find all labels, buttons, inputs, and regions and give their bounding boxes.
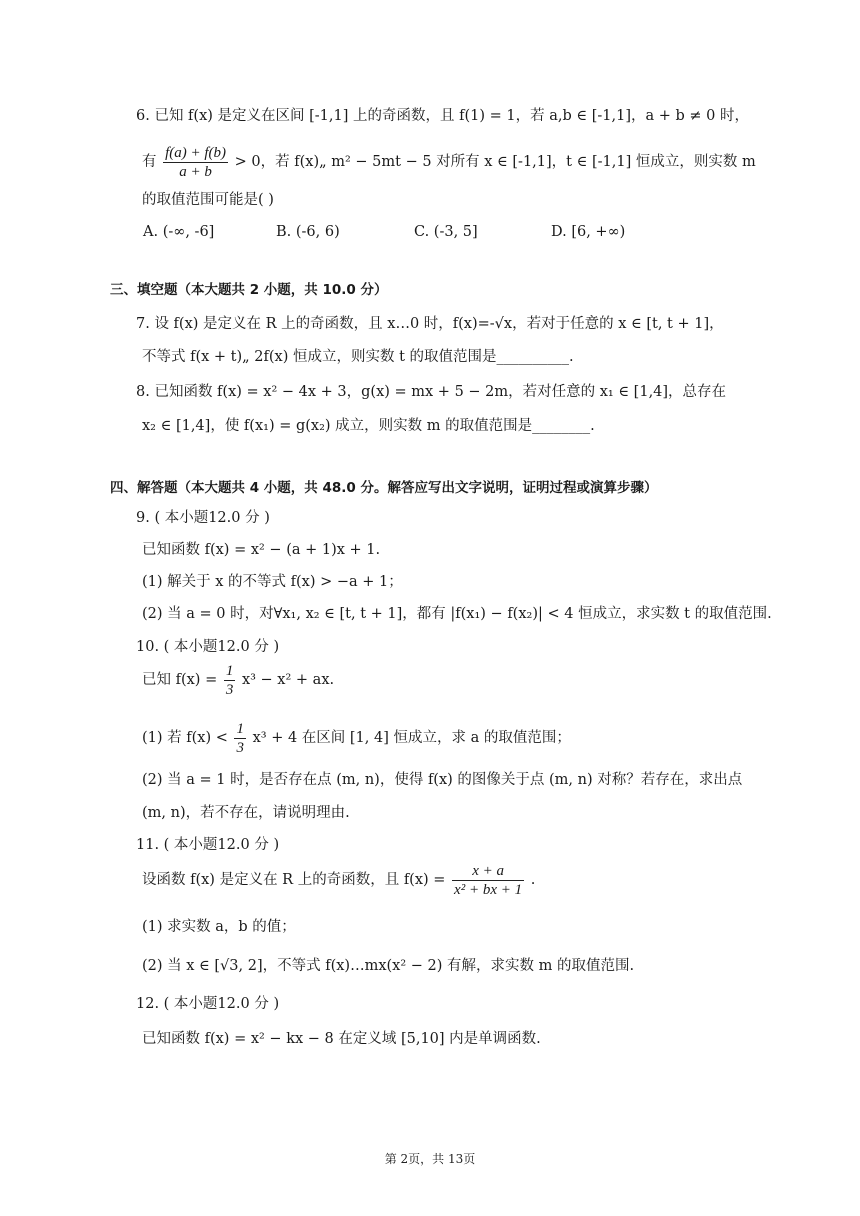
- q10-line2-pre: (1) 若 f(x) <: [142, 730, 228, 746]
- q10-line1-pre: 已知 f(x) =: [142, 672, 218, 688]
- q10-line1-fraction: [224, 662, 236, 699]
- q11-line1-post: .: [530, 872, 536, 888]
- q11-heading: 11. ( 本小题12.0 分 ): [136, 837, 280, 853]
- section-3-heading: 三、填空题（本大题共 2 小题，共 10.0 分）: [110, 282, 388, 298]
- q6-option-a: A. (-∞, -6]: [143, 224, 215, 240]
- q8-line1: 8. 已知函数 f(x) = x² − 4x + 3，g(x) = mx + 5 − 2m，若对任意的 x₁ ∈ [1,4]，总存在: [136, 384, 727, 400]
- q10-line1-frac-den: 3: [225, 681, 234, 698]
- q10-line3: (2) 当 a = 1 时，是否存在点 (m, n)，使得 f(x) 的图像关于点 (m, n) 对称？若存在，求出点: [142, 772, 743, 788]
- q11-frac-den: x² + bx + 1: [454, 881, 523, 898]
- q6-line1: 6. 已知 f(x) 是定义在区间 [-1,1] 上的奇函数，且 f(1) = 1，若 a,b ∈ [-1,1]，a + b ≠ 0 时，: [136, 108, 749, 124]
- q7-line2: 不等式 f(x + t)„ 2f(x) 恒成立，则实数 t 的取值范围是__________.: [142, 349, 574, 365]
- q10-line1-post: x³ − x² + ax.: [241, 672, 335, 688]
- q6-frac-den: a + b: [179, 163, 212, 180]
- q10-line4: (m, n)，若不存在，请说明理由.: [142, 805, 350, 821]
- q11-line1: [142, 860, 535, 900]
- q11-line2: (1) 求实数 a，b 的值；: [142, 919, 296, 935]
- q6-line2-pre: 有: [142, 154, 157, 170]
- q10-line2-post: x³ + 4 在区间 [1, 4] 恒成立，求 a 的取值范围；: [252, 730, 571, 746]
- q10-line2-frac-num: 1: [236, 720, 244, 737]
- q11-line1-fraction: [452, 862, 524, 899]
- q6-line2-post: > 0，若 f(x)„ m² − 5mt − 5 对所有 x ∈ [-1,1]，t ∈ [-1,1] 恒成立，则实数 m: [234, 154, 756, 170]
- section-4-heading: 四、解答题（本大题共 4 小题，共 48.0 分。解答应写出文字说明，证明过程或演算步骤）: [110, 480, 658, 496]
- q11-line1-pre: 设函数 f(x) 是定义在 R 上的奇函数，且 f(x) =: [142, 872, 446, 888]
- q12-line1: 已知函数 f(x) = x² − kx − 8 在定义域 [5,10] 内是单调函数.: [142, 1031, 541, 1047]
- q12-heading: 12. ( 本小题12.0 分 ): [136, 996, 280, 1012]
- q6-option-d: D. [6, +∞): [551, 224, 626, 240]
- q6-fraction: [163, 144, 228, 181]
- q9-line2: (1) 解关于 x 的不等式 f(x) > −a + 1；: [142, 574, 403, 590]
- q11-frac-num: x + a: [452, 862, 524, 881]
- q6-frac-num: f(a) + f(b): [165, 144, 227, 161]
- q10-line2-frac-den: 3: [236, 739, 244, 756]
- q9-line3: (2) 当 a = 0 时，对∀x₁, x₂ ∈ [t, t + 1]，都有 |f(x₁) − f(x₂)| < 4 恒成立，求实数 t 的取值范围.: [142, 606, 772, 622]
- q11-line3: (2) 当 x ∈ [√3, 2]，不等式 f(x)…mx(x² − 2) 有解，求实数 m 的取值范围.: [142, 958, 635, 974]
- q6-option-c: C. (-3, 5]: [414, 224, 478, 240]
- q10-line2: [142, 718, 571, 758]
- q6-line2: [142, 142, 756, 182]
- q10-heading: 10. ( 本小题12.0 分 ): [136, 639, 280, 655]
- q10-line1: [142, 660, 334, 700]
- page-footer: 第 2页，共 13页: [384, 1152, 476, 1166]
- q7-line1: 7. 设 f(x) 是定义在 R 上的奇函数，且 x…0 时，f(x)=-√x，若对于任意的 x ∈ [t, t + 1]，: [136, 316, 724, 332]
- q10-line2-fraction: [234, 720, 246, 757]
- q6-option-b: B. (-6, 6): [276, 224, 340, 240]
- q8-line2: x₂ ∈ [1,4]，使 f(x₁) = g(x₂) 成立，则实数 m 的取值范围是________.: [142, 418, 595, 434]
- q9-line1: 已知函数 f(x) = x² − (a + 1)x + 1.: [142, 542, 381, 558]
- q6-line3: 的取值范围可能是( ): [142, 192, 274, 208]
- q10-line1-frac-num: 1: [225, 662, 234, 679]
- q9-heading: 9. ( 本小题12.0 分 ): [136, 510, 270, 526]
